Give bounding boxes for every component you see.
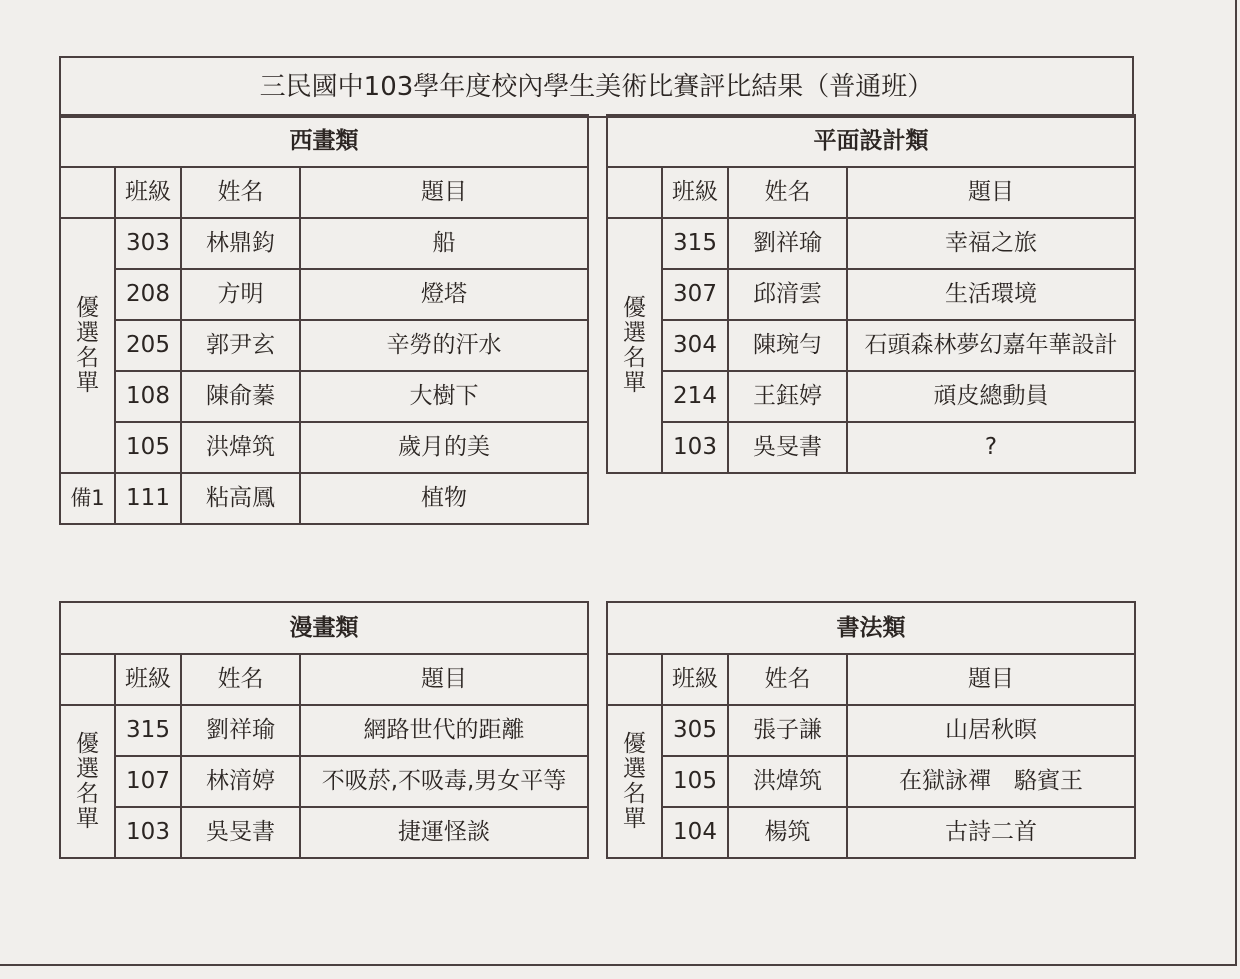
class-cell: 315 [662,218,728,269]
name-cell: 楊筑 [728,807,847,858]
topic-cell: 歲月的美 [300,422,588,473]
honor-list-label: 優 選 名 單 [607,705,662,858]
topic-cell: ? [847,422,1135,473]
name-cell: 粘高鳳 [181,473,300,524]
name-cell: 郭尹玄 [181,320,300,371]
class-cell: 315 [115,705,181,756]
western-table [59,114,589,525]
name-cell: 方明 [181,269,300,320]
table-row [607,705,1135,756]
name-header: 姓名 [728,167,847,218]
table-row [60,269,588,320]
honor-list-label: 優 選 名 單 [60,218,115,473]
topic-cell: 幸福之旅 [847,218,1135,269]
blank-header-cell [60,167,115,218]
title-table [59,56,1134,118]
table-row [607,422,1135,473]
table-row [60,320,588,371]
topic-cell: 不吸菸,不吸毒,男女平等 [300,756,588,807]
honor-list-label: 優 選 名 單 [60,705,115,858]
name-cell: 林鼎鈞 [181,218,300,269]
topic-header: 題目 [300,654,588,705]
backup-row [60,473,588,524]
honor-list-label: 優 選 名 單 [607,218,662,473]
table-row [60,807,588,858]
table-row [60,756,588,807]
name-header: 姓名 [181,167,300,218]
table-row [60,705,588,756]
class-cell: 208 [115,269,181,320]
topic-cell: 辛勞的汗水 [300,320,588,371]
table-row [607,320,1135,371]
name-header: 姓名 [181,654,300,705]
western-category-heading: 西畫類 [60,115,588,167]
topic-cell: 頑皮總動員 [847,371,1135,422]
class-cell: 105 [662,756,728,807]
class-cell: 304 [662,320,728,371]
name-cell: 陳俞蓁 [181,371,300,422]
graphic-category-heading: 平面設計類 [607,115,1135,167]
class-cell: 103 [115,807,181,858]
comic-category-heading: 漫畫類 [60,602,588,654]
class-cell: 303 [115,218,181,269]
topic-cell: 網路世代的距離 [300,705,588,756]
table-row [607,807,1135,858]
class-header: 班級 [662,167,728,218]
blank-header-cell [607,654,662,705]
name-cell: 洪煒筑 [728,756,847,807]
table-row [607,371,1135,422]
topic-cell: 在獄詠禪 駱賓王 [847,756,1135,807]
blank-header-cell [60,654,115,705]
graphic-table [606,114,1136,474]
topic-cell: 古詩二首 [847,807,1135,858]
class-cell: 205 [115,320,181,371]
name-cell: 劉祥瑜 [728,218,847,269]
name-cell: 陳琬勻 [728,320,847,371]
table-row [607,218,1135,269]
class-cell: 107 [115,756,181,807]
topic-cell: 捷運怪談 [300,807,588,858]
class-header: 班級 [115,654,181,705]
backup-label: 備1 [60,473,115,524]
topic-header: 題目 [847,654,1135,705]
name-cell: 林湇婷 [181,756,300,807]
topic-cell: 船 [300,218,588,269]
name-cell: 吳旻書 [181,807,300,858]
topic-cell: 山居秋暝 [847,705,1135,756]
class-cell: 105 [115,422,181,473]
name-cell: 洪煒筑 [181,422,300,473]
topic-cell: 生活環境 [847,269,1135,320]
table-row [60,422,588,473]
topic-cell: 燈塔 [300,269,588,320]
table-row [607,269,1135,320]
name-cell: 王鈺婷 [728,371,847,422]
table-row [60,371,588,422]
topic-cell: 植物 [300,473,588,524]
topic-cell: 大樹下 [300,371,588,422]
name-cell: 張子謙 [728,705,847,756]
name-cell: 邱湇雲 [728,269,847,320]
name-header: 姓名 [728,654,847,705]
class-cell: 111 [115,473,181,524]
name-cell: 吳旻書 [728,422,847,473]
topic-header: 題目 [847,167,1135,218]
blank-header-cell [607,167,662,218]
class-cell: 103 [662,422,728,473]
page-title: 三民國中103學年度校內學生美術比賽評比結果（普通班） [60,57,1133,117]
calligraphy-category-heading: 書法類 [607,602,1135,654]
class-cell: 305 [662,705,728,756]
class-header: 班級 [662,654,728,705]
calligraphy-table [606,601,1136,859]
class-cell: 307 [662,269,728,320]
topic-header: 題目 [300,167,588,218]
class-header: 班級 [115,167,181,218]
name-cell: 劉祥瑜 [181,705,300,756]
table-row [60,218,588,269]
comic-table [59,601,589,859]
class-cell: 108 [115,371,181,422]
class-cell: 214 [662,371,728,422]
table-row [607,756,1135,807]
topic-cell: 石頭森林夢幻嘉年華設計 [847,320,1135,371]
class-cell: 104 [662,807,728,858]
